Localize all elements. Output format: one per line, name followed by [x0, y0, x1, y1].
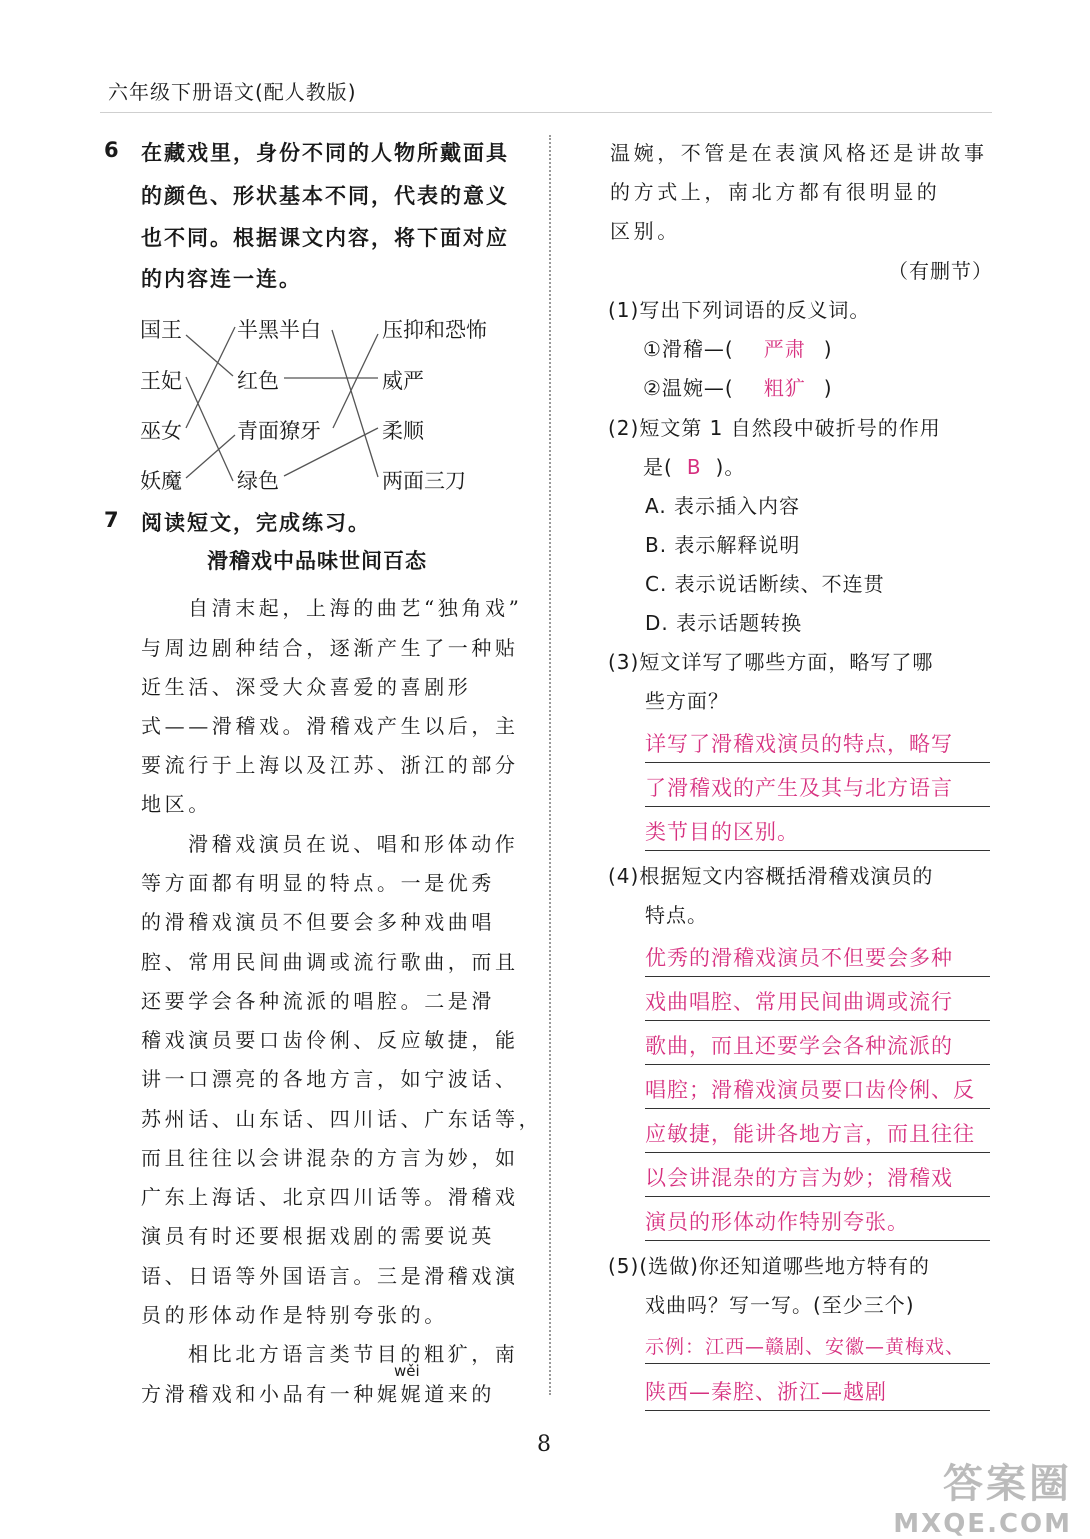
watermark-logo — [893, 1452, 1072, 1539]
subquestion-5-prompt: (5)(选做)你还知道哪些地方特有的 — [608, 1254, 930, 1278]
option-b: B. 表示解释说明 — [645, 533, 801, 557]
passage-line: 广东上海话、北京四川话等。滑稽戏 — [141, 1185, 519, 1209]
passage-line: 等方面都有明显的特点。一是优秀 — [141, 871, 495, 895]
question-6-line: 的内容连一连。 — [141, 267, 302, 291]
match-person: 王妃 — [140, 369, 182, 393]
subquestion-3-prompt: 些方面？ — [645, 689, 729, 713]
passage-line: 员的形体动作是特别夸张的。 — [141, 1303, 448, 1327]
pinyin-annotation: wěi — [394, 1362, 420, 1380]
answer-line: 优秀的滑稽戏演员不但要会多种 — [645, 942, 990, 977]
watermark-text: 答案圈 — [943, 1461, 1072, 1507]
passage-line: 与周边剧种结合，逐渐产生了一种贴 — [141, 636, 519, 660]
option-d: D. 表示话题转换 — [645, 611, 803, 635]
page-number: 8 — [537, 1432, 551, 1457]
answer-line: 以会讲混杂的方言为妙；滑稽戏 — [645, 1162, 990, 1197]
match-color: 绿色 — [237, 469, 279, 493]
answer-line: 歌曲，而且还要学会各种流派的 — [645, 1030, 990, 1065]
passage-line: 的方式上，南北方都有很明显的 — [610, 180, 941, 204]
passage-line: 而且往往以会讲混杂的方言为妙，如 — [141, 1146, 519, 1170]
option-c: C. 表示说话断续、不连贯 — [645, 572, 885, 596]
passage-line: 自清末起，上海的曲艺“独角戏” — [188, 596, 523, 620]
passage-line: 地区。 — [141, 792, 212, 816]
answer-line: 戏曲唱腔、常用民间曲调或流行 — [645, 986, 990, 1021]
antonym-answer: 粗犷 — [763, 376, 806, 400]
match-meaning: 威严 — [382, 369, 424, 393]
choice-answer: B — [686, 455, 702, 479]
subquestion-1-prompt: (1)写出下列词语的反义词。 — [608, 298, 871, 322]
question-6-line: 在藏戏里，身份不同的人物所戴面具 — [141, 141, 509, 165]
passage-title: 滑稽戏中品味世间百态 — [207, 549, 427, 573]
answer-line: 陕西—秦腔、浙江—越剧 — [645, 1376, 990, 1411]
answer-line: 类节目的区别。 — [645, 816, 990, 851]
passage-line: 苏州话、山东话、四川话、广东话等， — [141, 1107, 543, 1131]
passage-line: 讲一口漂亮的各地方言，如宁波话、 — [141, 1067, 519, 1091]
bracket-close: ) — [823, 337, 833, 361]
bracket-close: ) — [823, 376, 833, 400]
match-person: 国王 — [140, 318, 182, 342]
page-header: 六年级下册语文(配人教版) — [108, 80, 357, 104]
answer-suffix: )。 — [715, 455, 746, 479]
answer-line: 详写了滑稽戏演员的特点，略写 — [645, 728, 990, 763]
match-meaning: 两面三刀 — [382, 469, 466, 493]
question-6-line: 也不同。根据课文内容，将下面对应 — [141, 226, 509, 250]
match-color: 半黑半白 — [237, 318, 321, 342]
answer-prefix: 是( — [643, 455, 673, 479]
match-person: 巫女 — [140, 419, 182, 443]
passage-line: 式——滑稽戏。滑稽戏产生以后，主 — [141, 714, 519, 738]
passage-line: 腔、常用民间曲调或流行歌曲，而且 — [141, 950, 519, 974]
answer-line: 了滑稽戏的产生及其与北方语言 — [645, 772, 990, 807]
passage-line: 方滑稽戏和小品有一种娓娓道来的 — [141, 1382, 495, 1406]
match-person: 妖魔 — [140, 469, 182, 493]
answer-line: 唱腔；滑稽戏演员要口齿伶俐、反 — [645, 1074, 990, 1109]
subquestion-3-prompt: (3)短文详写了哪些方面，略写了哪 — [608, 650, 934, 674]
answer-line: 示例：江西—赣剧、安徽—黄梅戏、 — [645, 1332, 990, 1364]
match-color: 青面獠牙 — [237, 419, 321, 443]
answer-line: 演员的形体动作特别夸张。 — [645, 1206, 990, 1241]
question-7-instruction: 阅读短文，完成练习。 — [141, 511, 371, 535]
passage-line: 要流行于上海以及江苏、浙江的部分 — [141, 753, 519, 777]
antonym-item-2 — [643, 372, 833, 401]
antonym-item-label: ②温婉—( — [643, 376, 734, 400]
option-a: A. 表示插入内容 — [645, 494, 801, 518]
passage-line: 相比北方语言类节目的粗犷，南 — [188, 1342, 519, 1366]
passage-line: 的滑稽戏演员不但要会多种戏曲唱 — [141, 910, 495, 934]
answer-line: 应敏捷，能讲各地方言，而且往往 — [645, 1118, 990, 1153]
antonym-item-label: ①滑稽—( — [643, 337, 734, 361]
passage-line: 滑稽戏演员在说、唱和形体动作 — [188, 832, 519, 856]
subquestion-4-prompt: (4)根据短文内容概括滑稽戏演员的 — [608, 864, 934, 888]
passage-line: 演员有时还要根据戏剧的需要说英 — [141, 1224, 495, 1248]
passage-line: 语、日语等外国语言。三是滑稽戏演 — [141, 1264, 519, 1288]
watermark-url: MXQE.COM — [893, 1509, 1072, 1539]
question-6-line: 的颜色、形状基本不同，代表的意义 — [141, 184, 509, 208]
passage-line: 温婉，不管是在表演风格还是讲故事 — [610, 141, 988, 165]
subquestion-5-prompt: 戏曲吗？写一写。(至少三个) — [645, 1293, 915, 1317]
passage-line: 稽戏演员要口齿伶俐、反应敏捷，能 — [141, 1028, 519, 1052]
passage-line: 区别。 — [610, 219, 681, 243]
antonym-answer: 严肃 — [763, 337, 806, 361]
passage-line: 近生活、深受大众喜爱的喜剧形 — [141, 675, 472, 699]
passage-line: 还要学会各种流派的唱腔。二是滑 — [141, 989, 495, 1013]
subquestion-4-prompt: 特点。 — [645, 903, 708, 927]
match-color: 红色 — [237, 369, 279, 393]
subquestion-2-answer-line — [643, 451, 745, 480]
subquestion-2-prompt: (2)短文第 1 自然段中破折号的作用 — [608, 416, 941, 440]
antonym-item-1 — [643, 333, 833, 362]
question-7-number: 7 — [104, 508, 119, 532]
question-6-number: 6 — [104, 138, 119, 162]
passage-source-note: （有删节） — [888, 259, 993, 283]
match-meaning: 柔顺 — [382, 419, 424, 443]
match-meaning: 压抑和恐怖 — [382, 318, 487, 342]
